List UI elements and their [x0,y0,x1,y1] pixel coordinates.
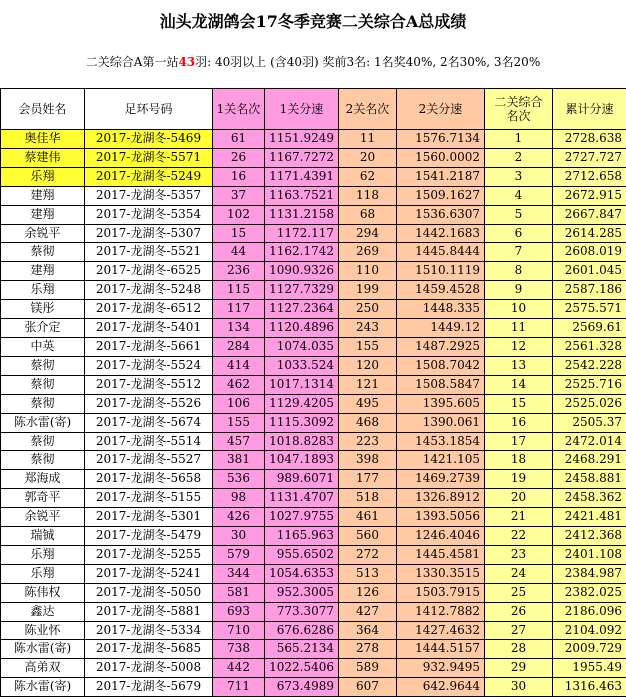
table-row[interactable] [1,148,626,167]
stage1-speed-cell[interactable]: 773.3077 [265,602,339,621]
stage1-speed-cell[interactable]: 1165.963 [265,527,339,546]
stage2-speed-cell[interactable]: 1576.7134 [397,130,485,149]
stage2-rank-cell[interactable]: 250 [339,300,397,319]
table-row[interactable] [1,224,626,243]
combined-rank-cell[interactable]: 4 [485,186,553,205]
member-name-cell[interactable]: 陈水雷(寄) [1,413,85,432]
stage2-rank-cell[interactable]: 110 [339,262,397,281]
stage1-speed-cell[interactable]: 676.6286 [265,621,339,640]
results-table [0,88,626,697]
stage2-speed-cell[interactable]: 642.9644 [397,678,485,697]
combined-rank-cell[interactable]: 26 [485,602,553,621]
stage2-speed-cell[interactable]: 1448.335 [397,300,485,319]
table-row[interactable] [1,451,626,470]
table-row[interactable] [1,678,626,697]
combined-rank-cell[interactable]: 15 [485,394,553,413]
combined-rank-cell[interactable]: 9 [485,281,553,300]
total-speed-cell[interactable]: 2614.285 [553,224,626,243]
table-row[interactable] [1,394,626,413]
header-stage2-rank[interactable]: 2关名次 [339,89,397,130]
table-row[interactable] [1,640,626,659]
stage1-speed-cell[interactable]: 1129.4205 [265,394,339,413]
combined-rank-cell[interactable]: 6 [485,224,553,243]
total-speed-cell[interactable]: 2667.847 [553,205,626,224]
stage1-rank-cell[interactable]: 26 [213,148,265,167]
member-name-cell[interactable]: 余锐平 [1,224,85,243]
table-row[interactable] [1,413,626,432]
stage2-speed-cell[interactable]: 1469.2739 [397,470,485,489]
member-name-cell[interactable]: 蔡彻 [1,375,85,394]
ring-number-cell[interactable]: 2017-龙湖冬-5512 [85,375,213,394]
stage2-rank-cell[interactable]: 126 [339,583,397,602]
member-name-cell[interactable]: 张介定 [1,319,85,338]
table-row[interactable] [1,621,626,640]
stage1-speed-cell[interactable]: 1018.8283 [265,432,339,451]
stage1-speed-cell[interactable]: 1127.7329 [265,281,339,300]
note-prefix: 二关综合A第一站 [86,55,179,69]
ring-number-cell[interactable]: 2017-龙湖冬-6525 [85,262,213,281]
stage1-rank-cell[interactable]: 738 [213,640,265,659]
stage2-rank-cell[interactable]: 513 [339,564,397,583]
stage2-speed-cell[interactable]: 932.9495 [397,659,485,678]
stage2-rank-cell[interactable]: 560 [339,527,397,546]
stage1-rank-cell[interactable]: 15 [213,224,265,243]
member-name-cell[interactable]: 陈伟权 [1,583,85,602]
stage2-rank-cell[interactable]: 518 [339,489,397,508]
header-stage1-rank[interactable]: 1关名次 [213,89,265,130]
stage2-rank-cell[interactable]: 199 [339,281,397,300]
stage2-rank-cell[interactable]: 11 [339,130,397,149]
ring-number-cell[interactable]: 2017-龙湖冬-5255 [85,545,213,564]
stage1-rank-cell[interactable]: 579 [213,545,265,564]
table-row[interactable] [1,375,626,394]
stage2-rank-cell[interactable]: 269 [339,243,397,262]
table-row[interactable] [1,319,626,338]
table-row[interactable] [1,564,626,583]
ring-number-cell[interactable]: 2017-龙湖冬-5357 [85,186,213,205]
table-row[interactable] [1,337,626,356]
table-row[interactable] [1,470,626,489]
stage2-rank-cell[interactable]: 398 [339,451,397,470]
ring-number-cell[interactable]: 2017-龙湖冬-5307 [85,224,213,243]
stage2-speed-cell[interactable]: 1459.4528 [397,281,485,300]
stage1-rank-cell[interactable]: 117 [213,300,265,319]
combined-rank-cell[interactable]: 29 [485,659,553,678]
stage1-speed-cell[interactable]: 1167.7272 [265,148,339,167]
member-name-cell[interactable]: 瑞铖 [1,527,85,546]
stage2-rank-cell[interactable]: 468 [339,413,397,432]
stage2-speed-cell[interactable]: 1487.2925 [397,337,485,356]
member-name-cell[interactable]: 郭奇平 [1,489,85,508]
ring-number-cell[interactable]: 2017-龙湖冬-5479 [85,527,213,546]
note-suffix: 羽: 40羽以上 (含40羽) 奖前3名: 1名奖40%, 2名30%, 3名20% [195,55,540,69]
member-name-cell[interactable]: 蔡彻 [1,356,85,375]
stage2-speed-cell[interactable]: 1445.8444 [397,243,485,262]
stage2-speed-cell[interactable]: 1508.5847 [397,375,485,394]
stage2-speed-cell[interactable]: 1393.5056 [397,508,485,527]
member-name-cell[interactable]: 陈水雷(寄) [1,678,85,697]
combined-rank-cell[interactable]: 20 [485,489,553,508]
stage2-speed-cell[interactable]: 1444.5157 [397,640,485,659]
stage2-rank-cell[interactable]: 589 [339,659,397,678]
total-speed-cell[interactable]: 2608.019 [553,243,626,262]
total-speed-cell[interactable]: 2458.362 [553,489,626,508]
member-name-cell[interactable]: 镁彤 [1,300,85,319]
member-name-cell[interactable]: 高弟双 [1,659,85,678]
ring-number-cell[interactable]: 2017-龙湖冬-5526 [85,394,213,413]
total-speed-cell[interactable]: 2672.915 [553,186,626,205]
ring-number-cell[interactable]: 2017-龙湖冬-5524 [85,356,213,375]
combined-rank-cell[interactable]: 12 [485,337,553,356]
total-speed-cell[interactable]: 2542.228 [553,356,626,375]
stage1-rank-cell[interactable]: 106 [213,394,265,413]
member-name-cell[interactable]: 陈业怀 [1,621,85,640]
stage2-speed-cell[interactable]: 1508.7042 [397,356,485,375]
member-name-cell[interactable]: 乐翔 [1,167,85,186]
ring-number-cell[interactable]: 2017-龙湖冬-5679 [85,678,213,697]
combined-rank-cell[interactable]: 27 [485,621,553,640]
combined-rank-cell[interactable]: 5 [485,205,553,224]
total-speed-cell[interactable]: 2505.37 [553,413,626,432]
member-name-cell[interactable]: 乐翔 [1,564,85,583]
stage1-speed-cell[interactable]: 1047.1893 [265,451,339,470]
table-row[interactable] [1,527,626,546]
combined-rank-cell[interactable]: 14 [485,375,553,394]
combined-rank-cell[interactable]: 24 [485,564,553,583]
combined-rank-cell[interactable]: 8 [485,262,553,281]
stage2-speed-cell[interactable]: 1330.3515 [397,564,485,583]
total-speed-cell[interactable]: 2727.727 [553,148,626,167]
total-speed-cell[interactable]: 2569.61 [553,319,626,338]
stage2-rank-cell[interactable]: 294 [339,224,397,243]
ring-number-cell[interactable]: 2017-龙湖冬-5571 [85,148,213,167]
table-row[interactable] [1,205,626,224]
stage1-rank-cell[interactable]: 457 [213,432,265,451]
entry-count: 43 [178,55,195,69]
stage1-rank-cell[interactable]: 462 [213,375,265,394]
member-name-cell[interactable]: 蔡建伟 [1,148,85,167]
table-row[interactable] [1,281,626,300]
stage2-rank-cell[interactable]: 121 [339,375,397,394]
header-stage1-speed[interactable]: 1关分速 [265,89,339,130]
stage2-speed-cell[interactable]: 1510.1119 [397,262,485,281]
stage2-rank-cell[interactable]: 461 [339,508,397,527]
total-speed-cell[interactable]: 2525.026 [553,394,626,413]
combined-rank-cell[interactable]: 3 [485,167,553,186]
stage1-rank-cell[interactable]: 414 [213,356,265,375]
stage1-rank-cell[interactable]: 44 [213,243,265,262]
stage2-rank-cell[interactable]: 607 [339,678,397,697]
stage1-rank-cell[interactable]: 16 [213,167,265,186]
table-row[interactable] [1,356,626,375]
header-member-name[interactable]: 会员姓名 [1,89,85,130]
stage1-speed-cell[interactable]: 1115.3092 [265,413,339,432]
stage1-rank-cell[interactable]: 134 [213,319,265,338]
stage2-rank-cell[interactable]: 278 [339,640,397,659]
member-name-cell[interactable]: 蔡彻 [1,394,85,413]
stage2-speed-cell[interactable]: 1395.605 [397,394,485,413]
ring-number-cell[interactable]: 2017-龙湖冬-5685 [85,640,213,659]
header-stage2-speed[interactable]: 2关分速 [397,89,485,130]
table-row[interactable] [1,432,626,451]
ring-number-cell[interactable]: 2017-龙湖冬-5050 [85,583,213,602]
stage2-rank-cell[interactable]: 120 [339,356,397,375]
stage1-speed-cell[interactable]: 1171.4391 [265,167,339,186]
stage1-speed-cell[interactable]: 1131.4707 [265,489,339,508]
ring-number-cell[interactable]: 2017-龙湖冬-5514 [85,432,213,451]
total-speed-cell[interactable]: 2104.092 [553,621,626,640]
stage1-speed-cell[interactable]: 1162.1742 [265,243,339,262]
stage2-speed-cell[interactable]: 1503.7915 [397,583,485,602]
combined-rank-cell[interactable]: 30 [485,678,553,697]
table-row[interactable] [1,508,626,527]
ring-number-cell[interactable]: 2017-龙湖冬-5008 [85,659,213,678]
stage1-rank-cell[interactable]: 581 [213,583,265,602]
ring-number-cell[interactable]: 2017-龙湖冬-5248 [85,281,213,300]
stage1-speed-cell[interactable]: 1090.9326 [265,262,339,281]
stage1-rank-cell[interactable]: 115 [213,281,265,300]
member-name-cell[interactable]: 乐翔 [1,281,85,300]
table-row[interactable] [1,583,626,602]
stage1-speed-cell[interactable]: 565.2134 [265,640,339,659]
ring-number-cell[interactable]: 2017-龙湖冬-5661 [85,337,213,356]
member-name-cell[interactable]: 建翔 [1,186,85,205]
combined-rank-cell[interactable]: 11 [485,319,553,338]
stage2-rank-cell[interactable]: 243 [339,319,397,338]
stage1-rank-cell[interactable]: 30 [213,527,265,546]
combined-rank-cell[interactable]: 7 [485,243,553,262]
combined-rank-cell[interactable]: 13 [485,356,553,375]
ring-number-cell[interactable]: 2017-龙湖冬-5527 [85,451,213,470]
stage2-rank-cell[interactable]: 364 [339,621,397,640]
total-speed-cell[interactable]: 2412.368 [553,527,626,546]
stage2-rank-cell[interactable]: 223 [339,432,397,451]
stage1-speed-cell[interactable]: 673.4989 [265,678,339,697]
member-name-cell[interactable]: 蔡彻 [1,243,85,262]
ring-number-cell[interactable]: 2017-龙湖冬-5521 [85,243,213,262]
stage1-speed-cell[interactable]: 955.6502 [265,545,339,564]
ring-number-cell[interactable]: 2017-龙湖冬-5469 [85,130,213,149]
stage2-rank-cell[interactable]: 20 [339,148,397,167]
combined-rank-cell[interactable]: 21 [485,508,553,527]
ring-number-cell[interactable]: 2017-龙湖冬-5301 [85,508,213,527]
member-name-cell[interactable]: 郑海成 [1,470,85,489]
total-speed-cell[interactable]: 2382.025 [553,583,626,602]
combined-rank-cell[interactable]: 10 [485,300,553,319]
stage1-speed-cell[interactable]: 1017.1314 [265,375,339,394]
stage1-rank-cell[interactable]: 37 [213,186,265,205]
stage2-speed-cell[interactable]: 1453.1854 [397,432,485,451]
stage2-speed-cell[interactable]: 1246.4046 [397,527,485,546]
table-row[interactable] [1,167,626,186]
table-row[interactable] [1,262,626,281]
total-speed-cell[interactable]: 2186.096 [553,602,626,621]
table-row[interactable] [1,545,626,564]
prize-note [0,44,626,80]
member-name-cell[interactable]: 陈水雷(寄) [1,640,85,659]
stage1-speed-cell[interactable]: 1151.9249 [265,130,339,149]
ring-number-cell[interactable]: 2017-龙湖冬-5658 [85,470,213,489]
total-speed-cell[interactable]: 2601.045 [553,262,626,281]
stage2-speed-cell[interactable]: 1421.105 [397,451,485,470]
stage1-rank-cell[interactable]: 102 [213,205,265,224]
total-speed-cell[interactable]: 2401.108 [553,545,626,564]
stage1-speed-cell[interactable]: 1163.7521 [265,186,339,205]
stage1-speed-cell[interactable]: 1033.524 [265,356,339,375]
member-name-cell[interactable]: 乐翔 [1,545,85,564]
combined-rank-cell[interactable]: 1 [485,130,553,149]
total-speed-cell[interactable]: 2525.716 [553,375,626,394]
ring-number-cell[interactable]: 2017-龙湖冬-5334 [85,621,213,640]
stage1-rank-cell[interactable]: 236 [213,262,265,281]
member-name-cell[interactable]: 建翔 [1,262,85,281]
stage1-rank-cell[interactable]: 344 [213,564,265,583]
page-title: 汕头龙湖鸽会17冬季竞赛二关综合A总成绩 [0,0,626,44]
total-speed-cell[interactable]: 2712.658 [553,167,626,186]
total-speed-cell[interactable]: 2421.481 [553,508,626,527]
stage1-rank-cell[interactable]: 710 [213,621,265,640]
ring-number-cell[interactable]: 2017-龙湖冬-5354 [85,205,213,224]
total-speed-cell[interactable]: 2009.729 [553,640,626,659]
stage2-rank-cell[interactable]: 155 [339,337,397,356]
total-speed-cell[interactable]: 2468.291 [553,451,626,470]
stage1-speed-cell[interactable]: 1074.035 [265,337,339,356]
stage2-rank-cell[interactable]: 118 [339,186,397,205]
stage1-rank-cell[interactable]: 711 [213,678,265,697]
stage1-rank-cell[interactable]: 284 [213,337,265,356]
table-row[interactable] [1,130,626,149]
stage2-speed-cell[interactable]: 1509.1627 [397,186,485,205]
stage2-rank-cell[interactable]: 62 [339,167,397,186]
total-speed-cell[interactable]: 2575.571 [553,300,626,319]
stage1-speed-cell[interactable]: 952.3005 [265,583,339,602]
combined-rank-cell[interactable]: 28 [485,640,553,659]
combined-rank-cell[interactable]: 25 [485,583,553,602]
stage1-speed-cell[interactable]: 1027.9755 [265,508,339,527]
member-name-cell[interactable]: 中英 [1,337,85,356]
stage2-speed-cell[interactable]: 1412.7882 [397,602,485,621]
stage1-speed-cell[interactable]: 1172.117 [265,224,339,243]
stage1-speed-cell[interactable]: 989.6071 [265,470,339,489]
combined-rank-cell[interactable]: 2 [485,148,553,167]
ring-number-cell[interactable]: 2017-龙湖冬-5881 [85,602,213,621]
stage2-speed-cell[interactable]: 1326.8912 [397,489,485,508]
table-row[interactable] [1,489,626,508]
header-row [1,89,626,130]
stage2-speed-cell[interactable]: 1536.6307 [397,205,485,224]
stage1-rank-cell[interactable]: 442 [213,659,265,678]
total-speed-cell[interactable]: 1955.49 [553,659,626,678]
header-total-speed[interactable]: 累计分速 [553,89,626,130]
stage1-speed-cell[interactable]: 1022.5406 [265,659,339,678]
total-speed-cell[interactable]: 2458.881 [553,470,626,489]
stage2-speed-cell[interactable]: 1449.12 [397,319,485,338]
stage2-rank-cell[interactable]: 68 [339,205,397,224]
total-speed-cell[interactable]: 1316.463 [553,678,626,697]
combined-rank-cell[interactable]: 17 [485,432,553,451]
stage2-speed-cell[interactable]: 1560.0002 [397,148,485,167]
header-combined-rank[interactable]: 二关综合 名次 [485,89,553,130]
total-speed-cell[interactable]: 2587.186 [553,281,626,300]
stage1-speed-cell[interactable]: 1120.4896 [265,319,339,338]
combined-rank-cell[interactable]: 22 [485,527,553,546]
stage1-rank-cell[interactable]: 536 [213,470,265,489]
stage1-rank-cell[interactable]: 98 [213,489,265,508]
table-body [1,130,626,697]
member-name-cell[interactable]: 奥佳华 [1,130,85,149]
stage2-speed-cell[interactable]: 1390.061 [397,413,485,432]
member-name-cell[interactable]: 鑫达 [1,602,85,621]
header-ring-number[interactable]: 足环号码 [85,89,213,130]
total-speed-cell[interactable]: 2472.014 [553,432,626,451]
member-name-cell[interactable]: 蔡彻 [1,432,85,451]
ring-number-cell[interactable]: 2017-龙湖冬-5241 [85,564,213,583]
table-row[interactable] [1,243,626,262]
stage2-speed-cell[interactable]: 1427.4632 [397,621,485,640]
ring-number-cell[interactable]: 2017-龙湖冬-5249 [85,167,213,186]
stage2-speed-cell[interactable]: 1445.4581 [397,545,485,564]
table-row[interactable] [1,659,626,678]
total-speed-cell[interactable]: 2561.328 [553,337,626,356]
ring-number-cell[interactable]: 2017-龙湖冬-5401 [85,319,213,338]
stage1-rank-cell[interactable]: 61 [213,130,265,149]
table-row[interactable] [1,186,626,205]
stage2-speed-cell[interactable]: 1442.1683 [397,224,485,243]
stage1-speed-cell[interactable]: 1131.2158 [265,205,339,224]
ring-number-cell[interactable]: 2017-龙湖冬-5155 [85,489,213,508]
table-row[interactable] [1,602,626,621]
stage1-rank-cell[interactable]: 693 [213,602,265,621]
stage1-rank-cell[interactable]: 426 [213,508,265,527]
stage2-speed-cell[interactable]: 1541.2187 [397,167,485,186]
total-speed-cell[interactable]: 2728.638 [553,130,626,149]
stage2-rank-cell[interactable]: 177 [339,470,397,489]
ring-number-cell[interactable]: 2017-龙湖冬-5674 [85,413,213,432]
stage2-rank-cell[interactable]: 272 [339,545,397,564]
member-name-cell[interactable]: 建翔 [1,205,85,224]
stage1-rank-cell[interactable]: 381 [213,451,265,470]
combined-rank-cell[interactable]: 16 [485,413,553,432]
stage2-rank-cell[interactable]: 427 [339,602,397,621]
table-row[interactable] [1,300,626,319]
member-name-cell[interactable]: 余锐平 [1,508,85,527]
combined-rank-cell[interactable]: 18 [485,451,553,470]
stage1-speed-cell[interactable]: 1054.6353 [265,564,339,583]
total-speed-cell[interactable]: 2384.987 [553,564,626,583]
ring-number-cell[interactable]: 2017-龙湖冬-6512 [85,300,213,319]
stage2-rank-cell[interactable]: 495 [339,394,397,413]
stage1-speed-cell[interactable]: 1127.2364 [265,300,339,319]
combined-rank-cell[interactable]: 23 [485,545,553,564]
member-name-cell[interactable]: 蔡彻 [1,451,85,470]
combined-rank-cell[interactable]: 19 [485,470,553,489]
stage1-rank-cell[interactable]: 155 [213,413,265,432]
